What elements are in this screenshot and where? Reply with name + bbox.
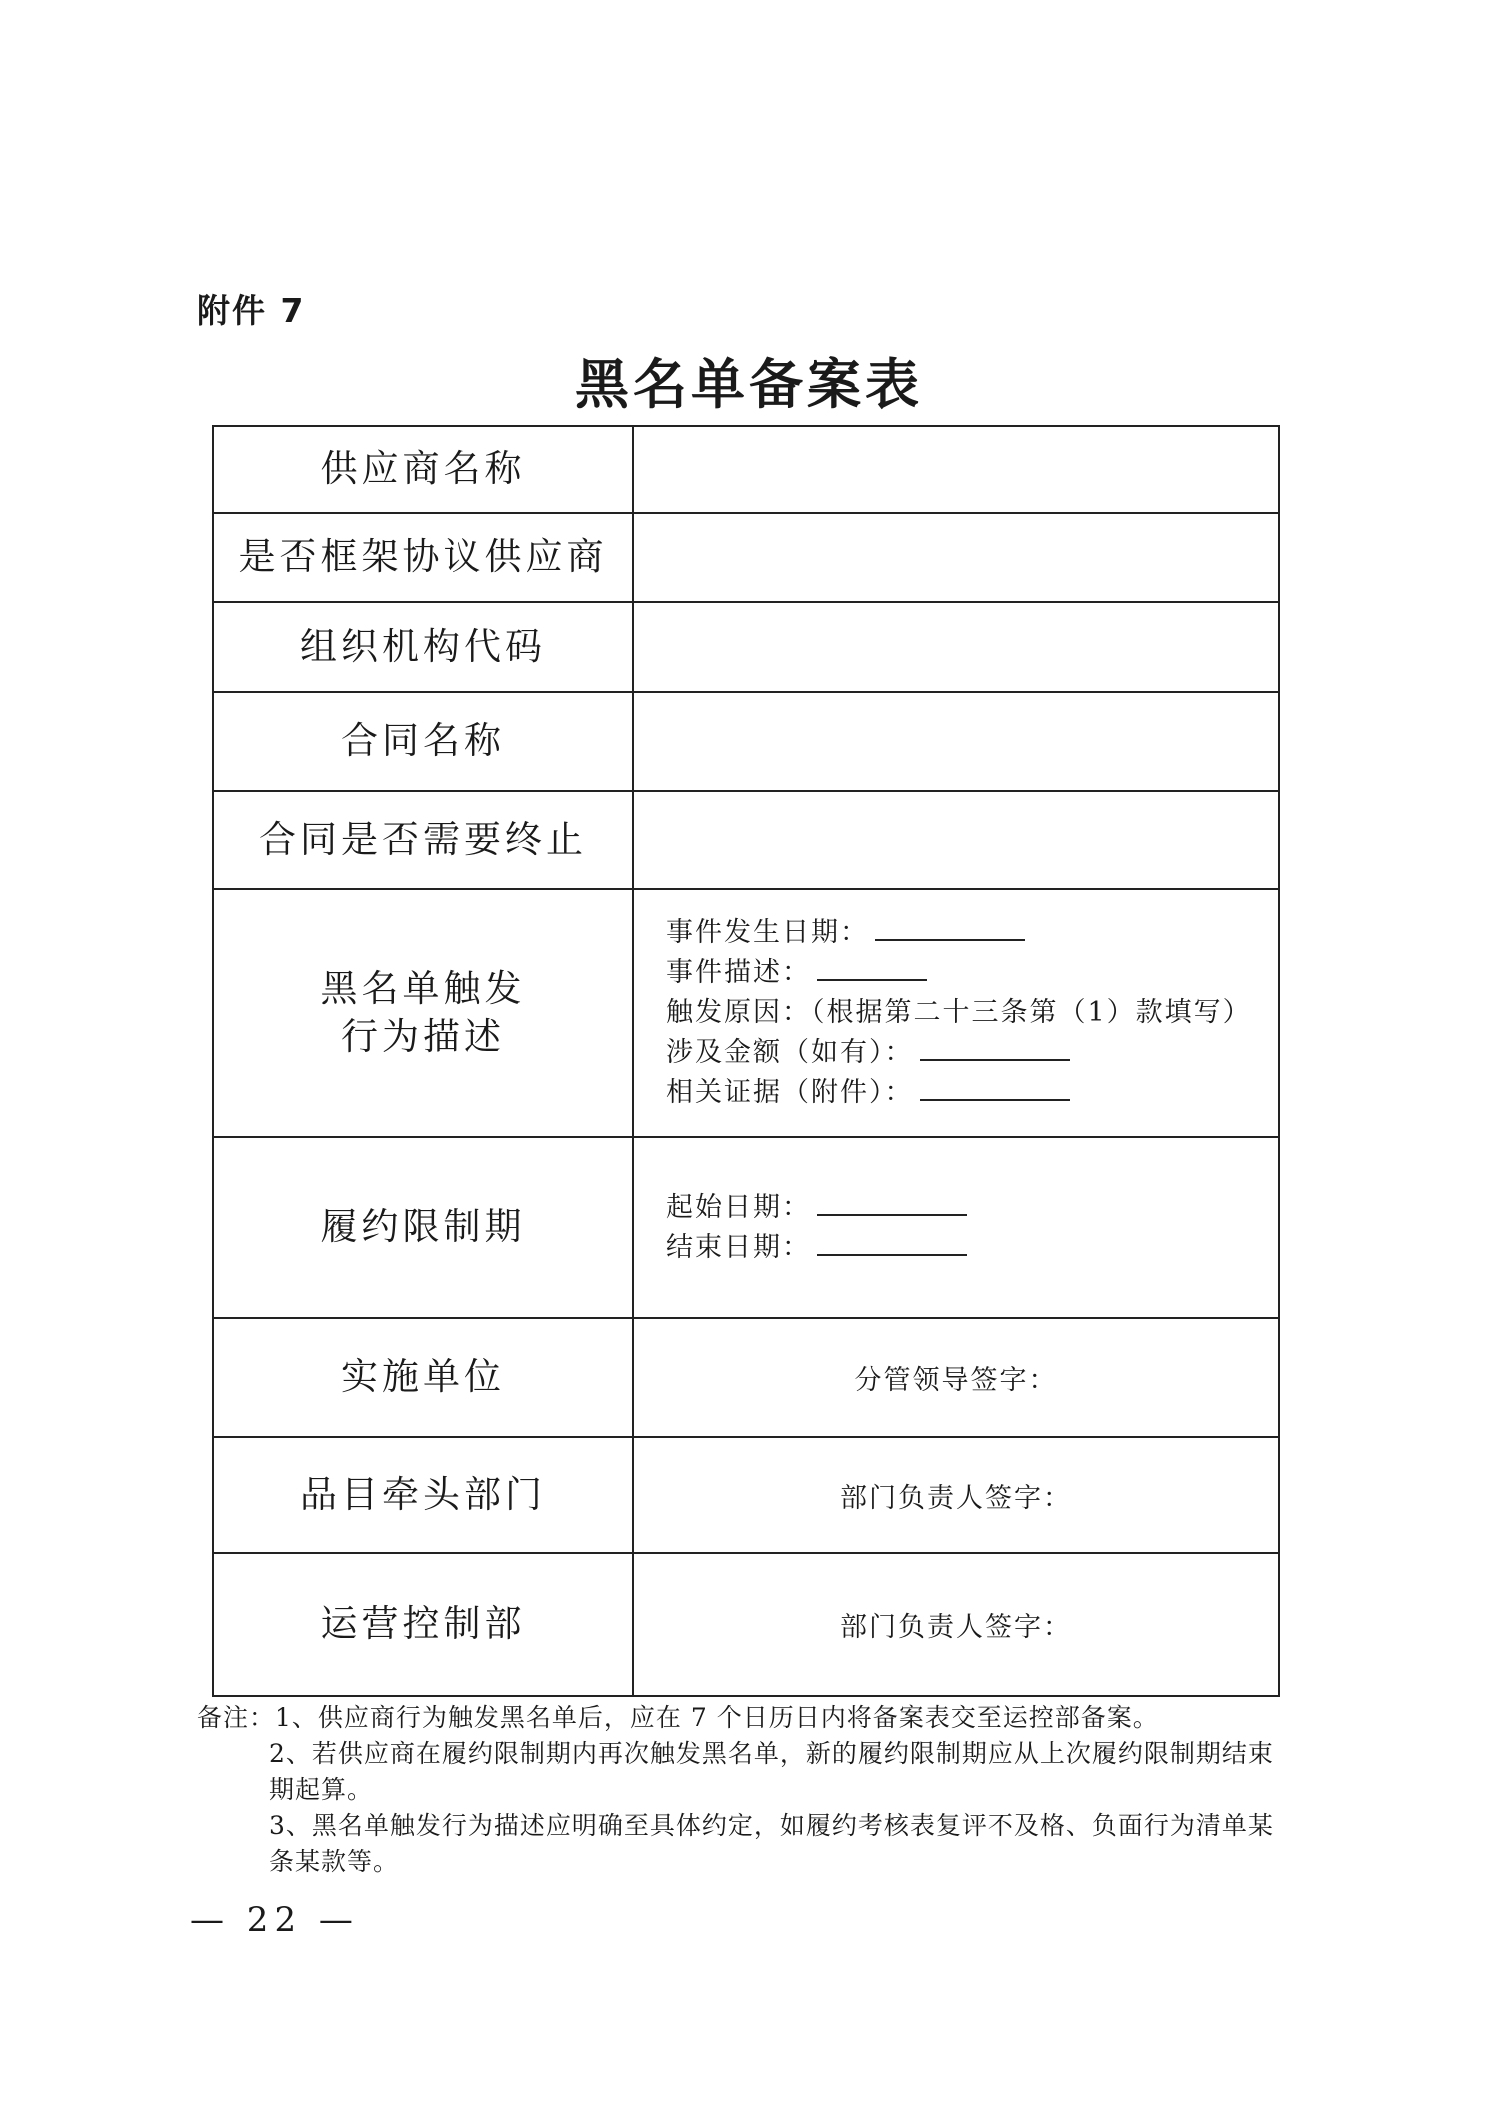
contract-terminate-label: 合同是否需要终止 — [213, 791, 633, 889]
table-row — [213, 1553, 1279, 1696]
trigger-amount-label: 涉及金额（如有）： — [666, 1037, 914, 1068]
supplier-name-label: 供应商名称 — [213, 426, 633, 513]
end-date-line — [666, 1228, 1278, 1268]
contract-name-field[interactable] — [633, 692, 1279, 791]
end-date-blank[interactable] — [817, 1230, 967, 1256]
attachment-label: 附件 7 — [197, 291, 306, 330]
table-row — [213, 602, 1279, 692]
impl-unit-label: 实施单位 — [213, 1318, 633, 1437]
trigger-date-blank[interactable] — [875, 915, 1025, 941]
trigger-date-line — [666, 913, 1278, 953]
note-line: 条某款等。 — [269, 1847, 400, 1876]
framework-supplier-field[interactable] — [633, 513, 1279, 602]
table-row — [213, 1137, 1279, 1318]
trigger-amount-line — [666, 1033, 1278, 1073]
restriction-period-label: 履约限制期 — [213, 1137, 633, 1318]
page-number: — 22 — — [190, 1900, 359, 1940]
notes-section — [197, 1700, 1297, 1880]
page-title: 黑名单备案表 — [575, 353, 923, 416]
note-line: 3、黑名单触发行为描述应明确至具体约定，如履约考核表复评不及格、负面行为清单某 — [269, 1811, 1274, 1840]
org-code-label: 组织机构代码 — [213, 602, 633, 692]
ops-dept-sign[interactable]: 部门负责人签字： — [633, 1553, 1279, 1696]
lead-dept-label: 品目牵头部门 — [213, 1437, 633, 1553]
trigger-label-line1: 黑名单触发 — [320, 966, 526, 1010]
trigger-evidence-line — [666, 1073, 1278, 1113]
supplier-name-field[interactable] — [633, 426, 1279, 513]
trigger-behavior-field — [633, 889, 1279, 1137]
blacklist-form-table — [212, 425, 1280, 1697]
table-row — [213, 513, 1279, 602]
note-line: 2、若供应商在履约限制期内再次触发黑名单，新的履约限制期应从上次履约限制期结束 — [269, 1739, 1274, 1768]
org-code-field[interactable] — [633, 602, 1279, 692]
trigger-desc-label: 事件描述： — [666, 957, 811, 988]
contract-terminate-field[interactable] — [633, 791, 1279, 889]
trigger-behavior-label — [213, 889, 633, 1137]
end-date-label: 结束日期： — [666, 1231, 811, 1263]
trigger-reason-text: 触发原因：（根据第二十三条第（1）款填写） — [666, 997, 1252, 1028]
framework-supplier-label: 是否框架协议供应商 — [213, 513, 633, 602]
ops-dept-label: 运营控制部 — [213, 1553, 633, 1696]
note-line: 备注：1、供应商行为触发黑名单后，应在 7 个日历日内将备案表交至运控部备案。 — [197, 1703, 1159, 1732]
table-row — [213, 426, 1279, 513]
note-line: 期起算。 — [269, 1775, 374, 1804]
start-date-label: 起始日期： — [666, 1191, 811, 1223]
lead-dept-sign[interactable]: 部门负责人签字： — [633, 1437, 1279, 1553]
start-date-line — [666, 1188, 1278, 1228]
trigger-desc-blank[interactable] — [817, 955, 927, 981]
table-row — [213, 1437, 1279, 1553]
table-row — [213, 791, 1279, 889]
trigger-label-line2: 行为描述 — [341, 1015, 505, 1058]
start-date-blank[interactable] — [817, 1190, 967, 1216]
table-row — [213, 889, 1279, 1137]
restriction-details — [634, 1188, 1278, 1268]
trigger-evidence-label: 相关证据（附件）： — [666, 1077, 914, 1108]
table-row — [213, 692, 1279, 791]
contract-name-label: 合同名称 — [213, 692, 633, 791]
trigger-date-label: 事件发生日期： — [666, 917, 869, 948]
table-row — [213, 1318, 1279, 1437]
impl-unit-sign[interactable]: 分管领导签字： — [633, 1318, 1279, 1437]
trigger-desc-line — [666, 953, 1278, 993]
trigger-evidence-blank[interactable] — [920, 1075, 1070, 1101]
trigger-details — [634, 913, 1278, 1113]
trigger-amount-blank[interactable] — [920, 1035, 1070, 1061]
restriction-period-field — [633, 1137, 1279, 1318]
